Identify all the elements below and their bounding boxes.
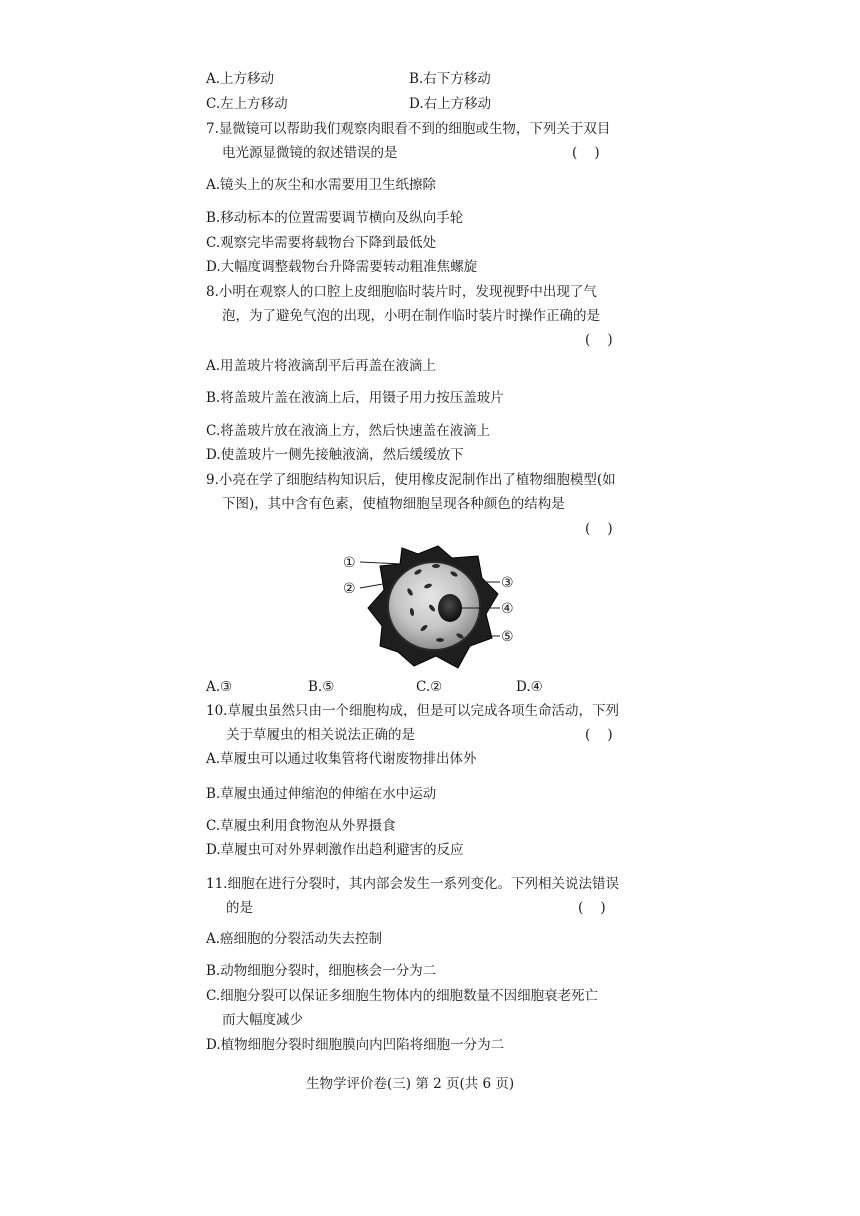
q10-stem-line1: 10.草履虫虽然只由一个细胞构成，但是可以完成各项生命活动，下列 — [206, 703, 619, 719]
q9-option-c: C.② — [416, 679, 443, 695]
q10-option-a: A.草履虫可以通过收集管将代谢废物排出体外 — [206, 751, 477, 767]
q7-stem-line1: 7.显微镜可以帮助我们观察肉眼看不到的细胞或生物，下列关于双目 — [206, 121, 611, 137]
q8-stem-line1: 8.小明在观察人的口腔上皮细胞临时装片时，发现视野中出现了气 — [206, 284, 597, 300]
figure-label-1: ① — [343, 555, 356, 571]
page-footer: 生物学评价卷(三) 第 2 页(共 6 页) — [306, 1076, 515, 1092]
q11-option-c: C.细胞分裂可以保证多细胞生物体内的细胞数量不因细胞衰老死亡 — [206, 988, 599, 1004]
q7-answer-paren: ( ) — [572, 145, 600, 161]
q7-stem-line2: 电光源显微镜的叙述错误的是 — [222, 145, 398, 161]
cytoplasm-shape — [388, 562, 480, 650]
figure-label-5: ⑤ — [501, 629, 514, 645]
q11-option-d: D.植物细胞分裂时细胞膜向内凹陷将细胞一分为二 — [206, 1037, 505, 1053]
q6-option-c: C.左上方移动 — [206, 96, 288, 112]
q9-stem-line2: 下图)，其中含有色素，使植物细胞呈现各种颜色的结构是 — [222, 496, 565, 512]
q8-stem-line2: 泡，为了避免气泡的出现，小明在制作临时装片时操作正确的是 — [222, 308, 600, 324]
q8-option-c: C.将盖玻片放在液滴上方，然后快速盖在液滴上 — [206, 423, 491, 439]
q11-option-c-continuation: 而大幅度减少 — [222, 1012, 303, 1028]
plant-cell-model-figure — [340, 542, 520, 672]
q10-option-c: C.草履虫利用食物泡从外界摄食 — [206, 818, 396, 834]
q11-option-b: B.动物细胞分裂时，细胞核会一分为二 — [206, 963, 437, 979]
nucleus-shape — [438, 594, 462, 622]
q7-option-a: A.镜头上的灰尘和水需要用卫生纸擦除 — [206, 177, 437, 193]
q11-stem-line2: 的是 — [226, 900, 253, 916]
q9-option-a: A.③ — [206, 679, 233, 695]
q7-option-c: C.观察完毕需要将载物台下降到最低处 — [206, 235, 437, 251]
q10-option-b: B.草履虫通过伸缩泡的伸缩在水中运动 — [206, 786, 437, 802]
q11-answer-paren: ( ) — [578, 900, 606, 916]
q8-answer-paren: ( ) — [585, 332, 613, 348]
q8-option-a: A.用盖玻片将液滴刮平后再盖在液滴上 — [206, 358, 437, 374]
q10-stem-line2: 关于草履虫的相关说法正确的是 — [226, 727, 415, 743]
figure-label-3: ③ — [501, 575, 514, 591]
q10-answer-paren: ( ) — [585, 727, 613, 743]
q9-stem-line1: 9.小亮在学了细胞结构知识后，使用橡皮泥制作出了植物细胞模型(如 — [206, 472, 616, 488]
q7-option-d: D.大幅度调整载物台升降需要转动粗准焦螺旋 — [206, 259, 478, 275]
q9-option-d: D.④ — [516, 679, 543, 695]
q9-answer-paren: ( ) — [585, 521, 613, 537]
q8-option-d: D.使盖玻片一侧先接触液滴，然后缓缓放下 — [206, 447, 464, 463]
figure-label-4: ④ — [501, 601, 514, 617]
q6-option-d: D.右上方移动 — [409, 96, 492, 112]
q7-option-b: B.移动标本的位置需要调节横向及纵向手轮 — [206, 210, 464, 226]
q10-option-d: D.草履虫可对外界刺激作出趋利避害的反应 — [206, 842, 464, 858]
q8-option-b: B.将盖玻片盖在液滴上后，用镊子用力按压盖玻片 — [206, 390, 504, 406]
q11-option-a: A.癌细胞的分裂活动失去控制 — [206, 931, 383, 947]
q6-option-b: B.右下方移动 — [409, 71, 491, 87]
q6-option-a: A.上方移动 — [206, 71, 275, 87]
figure-label-2: ② — [343, 581, 356, 597]
q9-option-b: B.⑤ — [308, 679, 335, 695]
q11-stem-line1: 11.细胞在进行分裂时，其内部会发生一系列变化。下列相关说法错误 — [206, 876, 619, 892]
